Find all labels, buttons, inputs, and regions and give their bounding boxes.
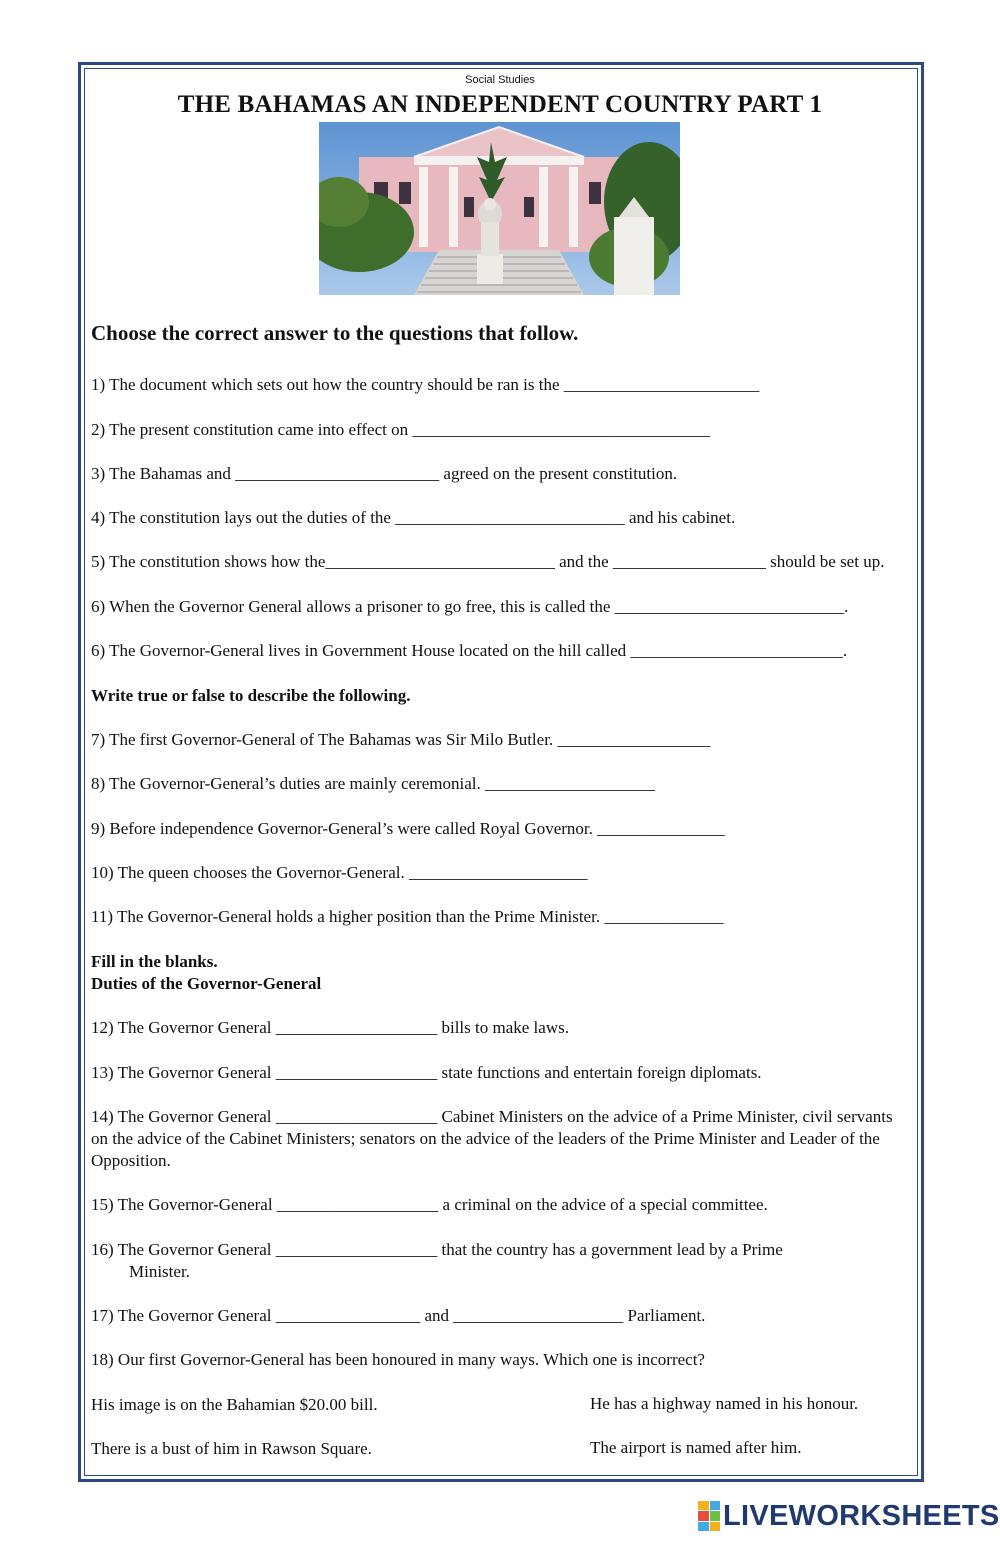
section-heading-true-false: Write true or false to describe the following. — [91, 686, 411, 705]
question-10: 10) The queen chooses the Governor-General. _____________________ — [91, 863, 588, 882]
question-6a: 6) When the Governor General allows a prisoner to go free, this is called the ___________________________. — [91, 597, 849, 616]
logo-blocks-icon — [698, 1501, 720, 1531]
question-13: 13) The Governor General ___________________ state functions and entertain foreign diplomats. — [91, 1063, 762, 1082]
question-9: 9) Before independence Governor-General’s were called Royal Governor. _______________ — [91, 819, 725, 838]
question-16 — [91, 1239, 783, 1283]
question-6b: 6) The Governor-General lives in Government House located on the hill called _________________________. — [91, 641, 848, 660]
question-14: 14) The Governor General ___________________ Cabinet Ministers on the advice of a Prime Minister, civil servants on the advice of the Cabinet Ministers; senators on the advice of the leaders of the Prime Minister and Leader of the Opposition. — [91, 1107, 893, 1170]
option-3: There is a bust of him in Rawson Square. — [91, 1439, 372, 1458]
question-16-line2: Minister. — [129, 1262, 190, 1281]
option-2: He has a highway named in his honour. — [590, 1394, 859, 1413]
option-1: His image is on the Bahamian $20.00 bill. — [91, 1395, 378, 1414]
liveworksheets-wordmark: LIVEWORKSHEETS — [723, 1499, 1000, 1532]
question-18: 18) Our first Governor-General has been honoured in many ways. Which one is incorrect? — [91, 1350, 705, 1369]
question-16-line1: 16) The Governor General ___________________ that the country has a government lead by a Prime — [91, 1240, 783, 1259]
section-heading-choose: Choose the correct answer to the questions that follow. — [91, 321, 579, 345]
question-7: 7) The first Governor-General of The Bahamas was Sir Milo Butler. __________________ — [91, 730, 711, 749]
question-3: 3) The Bahamas and ________________________ agreed on the present constitution. — [91, 464, 678, 483]
liveworksheets-logo — [698, 1496, 1000, 1536]
question-12: 12) The Governor General ___________________ bills to make laws. — [91, 1018, 569, 1037]
question-5: 5) The constitution shows how the___________________________ and the __________________ should be set up. — [91, 552, 885, 571]
question-17: 17) The Governor General _________________ and ____________________ Parliament. — [91, 1306, 706, 1325]
government-house-photo — [319, 122, 680, 295]
page-title: THE BAHAMAS AN INDEPENDENT COUNTRY PART 1 — [177, 91, 823, 118]
subject-label: Social Studies — [465, 74, 535, 86]
question-8: 8) The Governor-General’s duties are mainly ceremonial. ____________________ — [91, 774, 655, 793]
section-subheading-duties: Duties of the Governor-General — [91, 974, 322, 993]
option-4: The airport is named after him. — [590, 1438, 802, 1457]
question-15: 15) The Governor-General ___________________ a criminal on the advice of a special committee. — [91, 1195, 768, 1214]
section-heading-fill-blanks: Fill in the blanks. — [91, 952, 218, 971]
question-1: 1) The document which sets out how the country should be ran is the _______________________ — [91, 375, 760, 394]
question-4: 4) The constitution lays out the duties of the ___________________________ and his cabinet. — [91, 508, 736, 527]
question-11: 11) The Governor-General holds a higher position than the Prime Minister. ______________ — [91, 907, 724, 926]
question-2: 2) The present constitution came into effect on ___________________________________ — [91, 420, 710, 439]
